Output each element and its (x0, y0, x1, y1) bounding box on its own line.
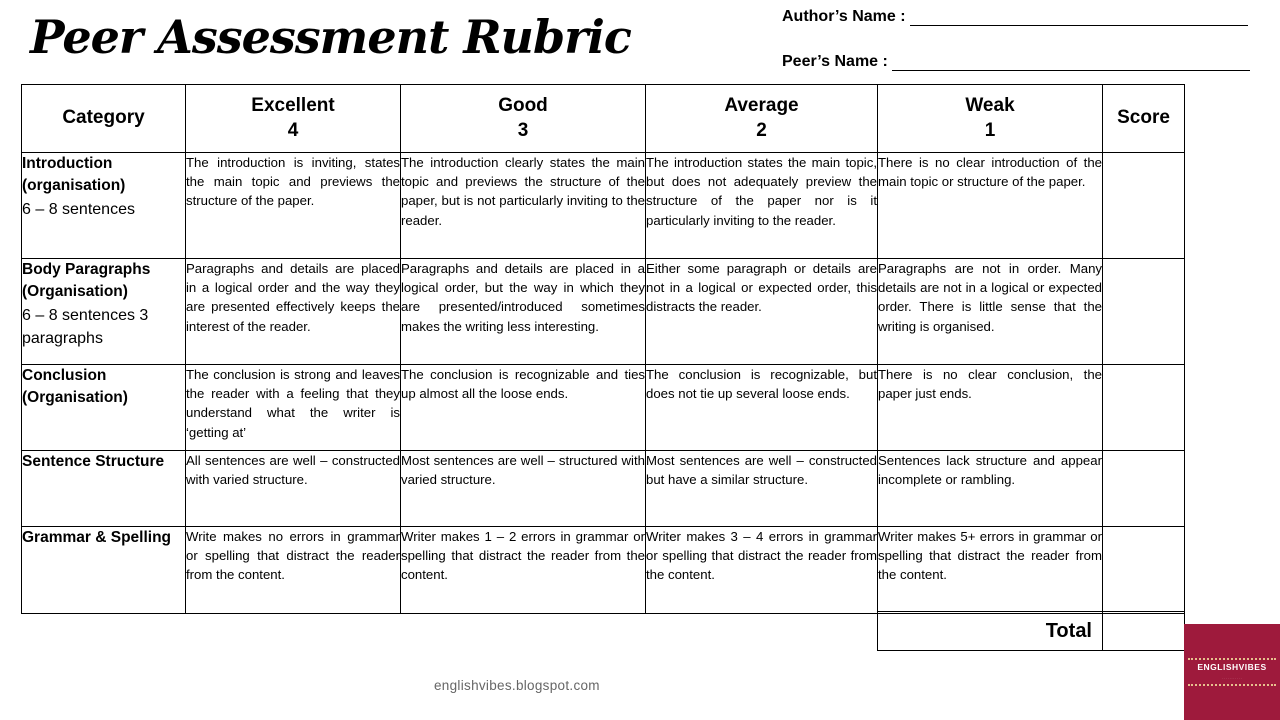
header-score-value: 2 (756, 119, 767, 141)
criteria-good: Most sentences are well – structured with varied structure. (401, 451, 646, 527)
criteria-weak: Paragraphs are not in order. Many details are not in a logical or expected order. There is little sense that the writing is organised. (878, 259, 1103, 365)
score-cell[interactable] (1103, 527, 1185, 614)
englishvibes-logo (1184, 624, 1280, 720)
header-score-value: 3 (517, 119, 529, 141)
category-title: Sentence Structure (22, 453, 165, 470)
criteria-good: The conclusion is recognizable and ties up almost all the loose ends. (401, 365, 646, 451)
author-name-blank[interactable] (910, 9, 1248, 26)
header-score-value: 1 (984, 119, 996, 141)
header-label: Category (62, 107, 145, 129)
peer-name-blank[interactable] (892, 54, 1250, 71)
peer-name-label: Peer’s Name : (782, 53, 888, 70)
total-score-cell[interactable] (1103, 612, 1185, 651)
peer-name-line (782, 53, 1250, 71)
total-table (877, 611, 1185, 651)
header-good (401, 85, 646, 153)
logo-brand: ENGLISHVIBES (1197, 662, 1267, 672)
category-title: Grammar & Spelling (22, 529, 172, 546)
header-category (22, 85, 186, 153)
rubric-row-introduction (22, 153, 1185, 259)
category-title: Introduction (organisation) (22, 155, 126, 195)
header-score-value: 4 (287, 119, 299, 141)
criteria-excellent: Paragraphs and details are placed in a logical order and the way they are presented effectively keeps the interest of the reader. (186, 259, 401, 365)
criteria-excellent: Write makes no errors in grammar or spelling that distract the reader from the content. (186, 527, 401, 614)
score-cell[interactable] (1103, 451, 1185, 527)
logo-dots (1188, 684, 1276, 686)
category-title: Conclusion (Organisation) (22, 367, 128, 407)
criteria-weak: There is no clear conclusion, the paper just ends. (878, 365, 1103, 451)
header-row (22, 85, 1185, 153)
header-weak (878, 85, 1103, 153)
category-note: 6 – 8 sentences (22, 200, 135, 218)
criteria-average: The conclusion is recognizable, but does not tie up several loose ends. (646, 365, 878, 451)
author-name-label: Author’s Name : (782, 8, 906, 25)
rubric-row-conclusion (22, 365, 1185, 451)
criteria-good: Writer makes 1 – 2 errors in grammar or spelling that distract the reader from the content. (401, 527, 646, 614)
criteria-average: Either some paragraph or details are not in a logical or expected order, this distracts the reader. (646, 259, 878, 365)
rubric-table (21, 84, 1185, 614)
header-label: Score (1117, 107, 1170, 129)
page-title: Peer Assessment Rubric (30, 10, 631, 64)
category-cell (22, 527, 186, 614)
header-score (1103, 85, 1185, 153)
category-cell (22, 153, 186, 259)
footer-url: englishvibes.blogspot.com (434, 678, 600, 693)
header-label: Good (498, 94, 548, 116)
header-average (646, 85, 878, 153)
total-label: Total (878, 612, 1103, 651)
rubric-row-grammar-spelling (22, 527, 1185, 614)
criteria-weak: Writer makes 5+ errors in grammar or spelling that distract the reader from the content. (878, 527, 1103, 614)
criteria-average: Writer makes 3 – 4 errors in grammar or spelling that distract the reader from the content. (646, 527, 878, 614)
total-row (878, 612, 1185, 651)
score-cell[interactable] (1103, 153, 1185, 259)
logo-dots (1188, 658, 1276, 660)
score-cell[interactable] (1103, 259, 1185, 365)
header-label: Weak (965, 94, 1015, 116)
author-name-line (782, 8, 1248, 26)
header-label: Excellent (251, 94, 335, 116)
rubric-row-sentence-structure (22, 451, 1185, 527)
score-cell[interactable] (1103, 365, 1185, 451)
category-note: 6 – 8 sentences 3 paragraphs (22, 306, 149, 348)
criteria-good: The introduction clearly states the main topic and previews the structure of the paper, but is not particularly inviting to the reader. (401, 153, 646, 259)
header-excellent (186, 85, 401, 153)
criteria-good: Paragraphs and details are placed in a logical order, but the way in which they are presented/introduced sometimes makes the writing less interesting. (401, 259, 646, 365)
category-cell (22, 451, 186, 527)
criteria-excellent: The conclusion is strong and leaves the reader with a feeling that they understand what the writer is ‘getting at’ (186, 365, 401, 451)
header-label: Average (724, 94, 799, 116)
rubric-row-body-paragraphs (22, 259, 1185, 365)
criteria-average: The introduction states the main topic, but does not adequately preview the structure of the paper nor is it particularly inviting to the reader. (646, 153, 878, 259)
category-cell (22, 365, 186, 451)
logo-fine-print: · · · · · · · · · · · (1222, 676, 1242, 680)
criteria-excellent: All sentences are well – constructed with varied structure. (186, 451, 401, 527)
criteria-excellent: The introduction is inviting, states the main topic and previews the structure of the paper. (186, 153, 401, 259)
criteria-weak: There is no clear introduction of the main topic or structure of the paper. (878, 153, 1103, 259)
category-cell (22, 259, 186, 365)
category-title: Body Paragraphs (Organisation) (22, 261, 151, 301)
criteria-weak: Sentences lack structure and appear incomplete or rambling. (878, 451, 1103, 527)
criteria-average: Most sentences are well – constructed but have a similar structure. (646, 451, 878, 527)
